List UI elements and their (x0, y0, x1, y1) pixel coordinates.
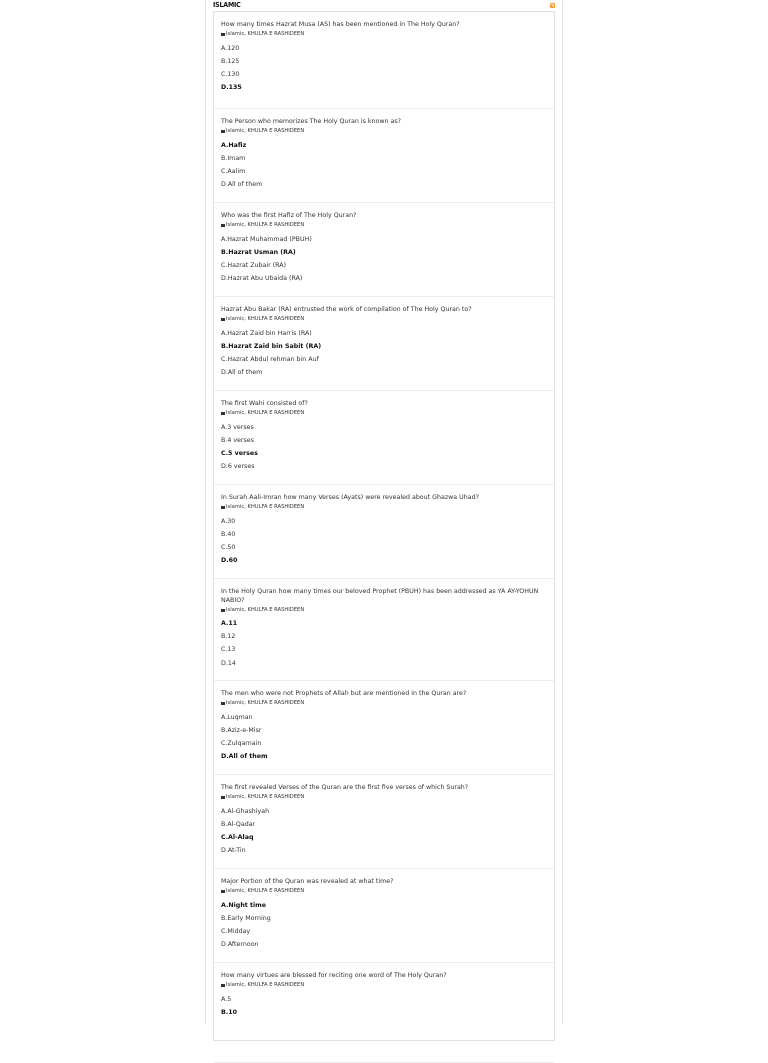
category-links[interactable]: Islamic, KHULFA E RASHIDEEN (226, 128, 305, 134)
answer-options (221, 515, 554, 568)
question-link[interactable]: Major Portion of the Quran was revealed at what time? (221, 878, 394, 885)
category-links[interactable]: Islamic, KHULFA E RASHIDEEN (226, 888, 305, 894)
question-link[interactable]: Hazrat Abu Bakar (RA) entrusted the work of compilation of The Holy Quran to? (221, 306, 472, 313)
correct-answer-option: A.11 (221, 620, 238, 627)
answer-option: D.6 verses (221, 463, 255, 471)
post-categories[interactable] (221, 607, 554, 614)
folder-icon (221, 984, 225, 987)
answer-options (221, 327, 554, 380)
answer-options (221, 711, 554, 764)
correct-answer-option: B.Hazrat Usman (RA) (221, 248, 296, 256)
answer-option: B.Early Morning (221, 914, 271, 922)
folder-icon (221, 890, 225, 893)
answer-option: B.125 (221, 57, 240, 65)
answer-option: C.Midday (221, 927, 251, 935)
quiz-post (214, 681, 554, 775)
answer-options (221, 139, 554, 192)
answer-option: A.Al-Ghashiyah (221, 807, 270, 815)
answer-option: D.At-Tin (221, 847, 246, 855)
answer-option: D.All of them (221, 369, 263, 377)
category-links[interactable]: Islamic, KHULFA E RASHIDEEN (226, 794, 305, 800)
folder-icon (221, 609, 225, 612)
post-categories[interactable] (221, 982, 554, 989)
answer-option: B.4 verses (221, 436, 254, 444)
category-links[interactable]: Islamic, KHULFA E RASHIDEEN (226, 222, 305, 228)
quiz-post (214, 869, 554, 963)
category-links[interactable]: Islamic, KHULFA E RASHIDEEN (226, 982, 305, 988)
question-link[interactable]: How many times Hazrat Musa (AS) has been mentioned in The Holy Quran? (221, 21, 460, 28)
question-link[interactable]: The first revealed Verses of the Quran are the first five verses of which Surah? (221, 784, 469, 791)
answer-option: A.Hazrat Muhammad (PBUH) (221, 235, 312, 243)
category-links[interactable]: Islamic, KHULFA E RASHIDEEN (226, 410, 305, 416)
folder-icon (221, 506, 225, 509)
quiz-post (214, 775, 554, 869)
folder-icon (221, 224, 225, 227)
answer-option: C.Hazrat Abdul rehman bin Auf (221, 355, 319, 363)
question-link[interactable]: In the Holy Quran how many times our beloved Prophet (PBUH) has been addressed as YA AY-YOHUN NABIO? (221, 588, 539, 604)
answer-option: D.Afternoon (221, 941, 259, 949)
folder-icon (221, 412, 225, 415)
question-link[interactable]: How many virtues are blessed for reciting one word of The Holy Quran? (221, 972, 447, 979)
quiz-post (214, 109, 554, 203)
answer-option: A.Hazrat Zaid bin Harris (RA) (221, 329, 312, 337)
answer-options (221, 233, 554, 286)
widget-header (206, 0, 562, 11)
answer-option: A.Luqman (221, 713, 253, 721)
answer-option: B.40 (221, 530, 236, 538)
answer-option: B.Al-Qadar (221, 820, 256, 828)
answer-option: C.130 (221, 70, 240, 78)
quiz-post (214, 485, 554, 579)
answer-option: D.Hazrat Abu Ubaida (RA) (221, 275, 303, 283)
quiz-post (214, 579, 554, 681)
answer-option: C.50 (221, 543, 236, 551)
correct-answer-option: C.Al-Alaq (221, 833, 254, 841)
correct-answer-option: C.5 verses (221, 449, 258, 457)
answer-options (221, 899, 554, 952)
quiz-post (214, 963, 554, 1063)
posts-list (213, 11, 555, 1041)
question-link[interactable]: Who was the first Hafiz of The Holy Quran? (221, 212, 357, 219)
post-categories[interactable] (221, 700, 554, 707)
quiz-post (214, 391, 554, 485)
folder-icon (221, 702, 225, 705)
post-categories[interactable] (221, 128, 554, 135)
question-link[interactable]: The men who were not Prophets of Allah but are mentioned in the Quran are? (221, 690, 467, 697)
folder-icon (221, 33, 225, 36)
category-links[interactable]: Islamic, KHULFA E RASHIDEEN (226, 700, 305, 706)
correct-answer-option: B.10 (221, 1008, 237, 1016)
question-link[interactable]: The Person who memorizes The Holy Quran is known as? (221, 118, 401, 125)
rss-feed-icon[interactable] (550, 3, 555, 8)
correct-answer-option: D.135 (221, 84, 242, 92)
category-links[interactable]: Islamic, KHULFA E RASHIDEEN (226, 31, 305, 37)
answer-option: A.3 verses (221, 423, 254, 431)
answer-option: B.Imam (221, 154, 246, 162)
correct-answer-option: D.60 (221, 557, 238, 565)
answer-option: C.Aalim (221, 167, 246, 175)
widget-container (205, 0, 563, 1024)
correct-answer-option: A.Night time (221, 901, 267, 909)
correct-answer-option: B.Hazrat Zaid bin Sabit (RA) (221, 342, 322, 350)
quiz-post (214, 297, 554, 391)
question-link[interactable]: The first Wahi consisted of? (221, 400, 308, 407)
post-categories[interactable] (221, 504, 554, 511)
answer-option: C.Hazrat Zubair (RA) (221, 261, 287, 269)
answer-options (221, 993, 554, 1019)
answer-options (221, 42, 554, 95)
folder-icon (221, 796, 225, 799)
answer-option: A.30 (221, 517, 236, 525)
quiz-post (214, 203, 554, 297)
post-categories[interactable] (221, 316, 554, 323)
answer-option: B.Aziz-e-Misr (221, 726, 262, 734)
answer-option: B.12 (221, 633, 236, 641)
post-categories[interactable] (221, 31, 554, 38)
widget-title: ISLAMIC (213, 1, 241, 9)
category-links[interactable]: Islamic, KHULFA E RASHIDEEN (226, 504, 305, 510)
folder-icon (221, 130, 225, 133)
answer-options (221, 617, 554, 670)
folder-icon (221, 318, 225, 321)
answer-option: A.120 (221, 44, 240, 52)
answer-option: C.13 (221, 646, 236, 654)
answer-option: D.All of them (221, 181, 263, 189)
question-link[interactable]: In Surah Aali-Imran how many Verses (Ayats) were revealed about Ghazwa Uhad? (221, 494, 479, 501)
category-links[interactable]: Islamic, KHULFA E RASHIDEEN (226, 316, 305, 322)
quiz-post (214, 12, 554, 109)
category-links[interactable]: Islamic, KHULFA E RASHIDEEN (226, 606, 305, 613)
answer-option: C.Zulqarnain (221, 739, 262, 747)
post-categories[interactable] (221, 888, 554, 895)
answer-options (221, 805, 554, 858)
answer-option: D.14 (221, 659, 236, 667)
post-categories[interactable] (221, 410, 554, 417)
post-categories[interactable] (221, 222, 554, 229)
answer-options (221, 421, 554, 474)
post-categories[interactable] (221, 794, 554, 801)
answer-option: A.5 (221, 995, 232, 1003)
correct-answer-option: D.All of them (221, 753, 268, 761)
correct-answer-option: A.Hafiz (221, 141, 247, 149)
